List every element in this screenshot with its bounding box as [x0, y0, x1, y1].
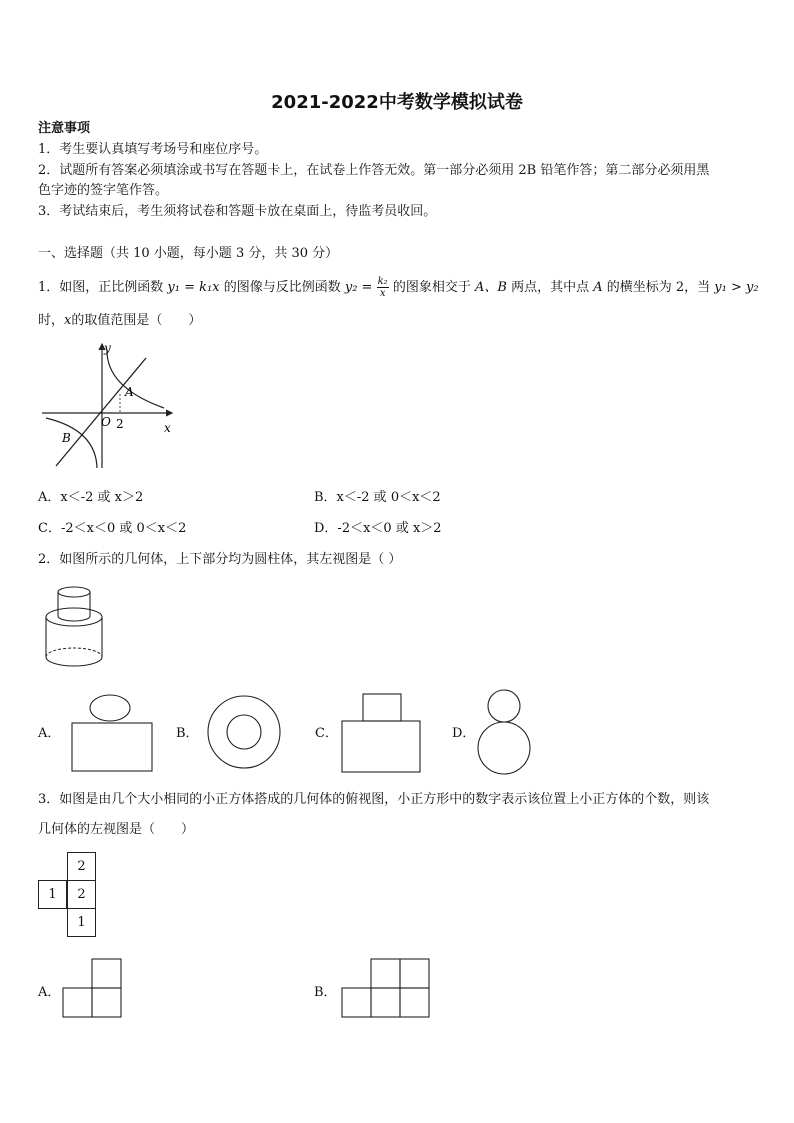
notice-item-2: 2．试题所有答案必须填涂或书写在答题卡上，在试卷上作答无效。第一部分必须用 2B 铅笔作答；第二部分必须用黑: [38, 163, 710, 178]
q1-points-ab: A、B: [474, 280, 507, 295]
label-a: A: [125, 385, 134, 399]
q1-text-part4: 两点，其中点: [511, 280, 590, 295]
label-x: x: [164, 421, 171, 435]
q3-line1: 3．如图是由几个大小相同的小正方体搭成的几何体的俯视图，小正方形中的数字表示该位置上小正方体的个数，则该: [38, 792, 710, 807]
q1-fraction: [377, 276, 389, 299]
q1-line1: [38, 276, 759, 299]
q1-line2: [38, 311, 201, 331]
q3-line2: 几何体的左视图是（ ）: [38, 822, 195, 837]
q1-formula-y1: y₁ = k₁x: [167, 280, 220, 295]
notice-heading: 注意事项: [38, 121, 91, 136]
q3-option-b-label[interactable]: B．: [314, 985, 337, 1000]
q1-option-d[interactable]: D．-2＜x＜0 或 x＞2: [314, 521, 442, 536]
q2-option-a-figure[interactable]: [68, 690, 156, 774]
q2-solid-figure: [40, 580, 110, 670]
q1-text-part3: 的图象相交于: [392, 280, 471, 295]
q2-option-c-figure[interactable]: [338, 692, 424, 776]
q1-text-part5: 的横坐标为 2，当: [606, 280, 711, 295]
label-y: y: [104, 341, 111, 355]
grid-cell-middle: 2: [67, 880, 96, 909]
grid-cell-top: 2: [67, 852, 96, 881]
q1-text-part2: 的图像与反比例函数: [223, 280, 341, 295]
q1-graph: [38, 338, 178, 473]
notice-item-1: 1．考生要认真填写考场号和座位序号。: [38, 142, 268, 157]
q2-option-d-label[interactable]: D．: [452, 726, 476, 741]
grid-cell-bottom: 1: [67, 908, 96, 937]
page-title: 2021-2022中考数学模拟试卷: [271, 92, 523, 113]
q1-line2-a: 时，: [38, 313, 65, 328]
q1-inequality: y₁ > y₂: [714, 280, 759, 295]
notice-item-2-cont: 色字迹的签字笔作答。: [38, 183, 169, 198]
q2-text: 2．如图所示的几何体，上下部分均为圆柱体，其左视图是（ ）: [38, 552, 402, 567]
q3-option-b-figure[interactable]: [341, 958, 433, 1020]
q1-text-part1: 1．如图，正比例函数: [38, 280, 164, 295]
label-origin: O: [101, 415, 111, 429]
q1-option-b[interactable]: B．x＜-2 或 0＜x＜2: [314, 490, 441, 505]
q2-option-b-label[interactable]: B．: [176, 726, 199, 741]
q1-fraction-num: k₂: [377, 276, 388, 287]
q3-option-a-label[interactable]: A．: [38, 985, 61, 1000]
q1-var-x: x: [64, 313, 72, 328]
q2-option-c-label[interactable]: C．: [315, 726, 338, 741]
q2-option-a-label[interactable]: A．: [38, 726, 61, 741]
q2-option-d-figure[interactable]: [474, 688, 534, 778]
section-heading: 一、选择题（共 10 小题，每小题 3 分，共 30 分）: [38, 246, 339, 261]
label-b: B: [62, 431, 71, 445]
hyperbola-branch-1: [107, 352, 164, 408]
line-y1: [56, 358, 146, 466]
q1-formula-y2-lhs: y₂ =: [344, 280, 373, 295]
q3-option-a-figure[interactable]: [62, 958, 124, 1020]
q3-top-view-grid: [38, 852, 98, 942]
notice-item-3: 3．考试结束后，考生须将试卷和答题卡放在桌面上，待监考员收回。: [38, 204, 437, 219]
grid-cell-left: 1: [38, 880, 67, 909]
q1-line2-b: 的取值范围是（ ）: [71, 313, 202, 328]
q1-fraction-den: x: [379, 288, 386, 299]
q1-option-a[interactable]: A．x＜-2 或 x＞2: [38, 490, 144, 505]
label-two: 2: [116, 417, 124, 431]
q1-option-c[interactable]: C．-2＜x＜0 或 0＜x＜2: [38, 521, 187, 536]
q2-option-b-figure[interactable]: [204, 692, 284, 772]
q1-point-a: A: [593, 280, 603, 295]
